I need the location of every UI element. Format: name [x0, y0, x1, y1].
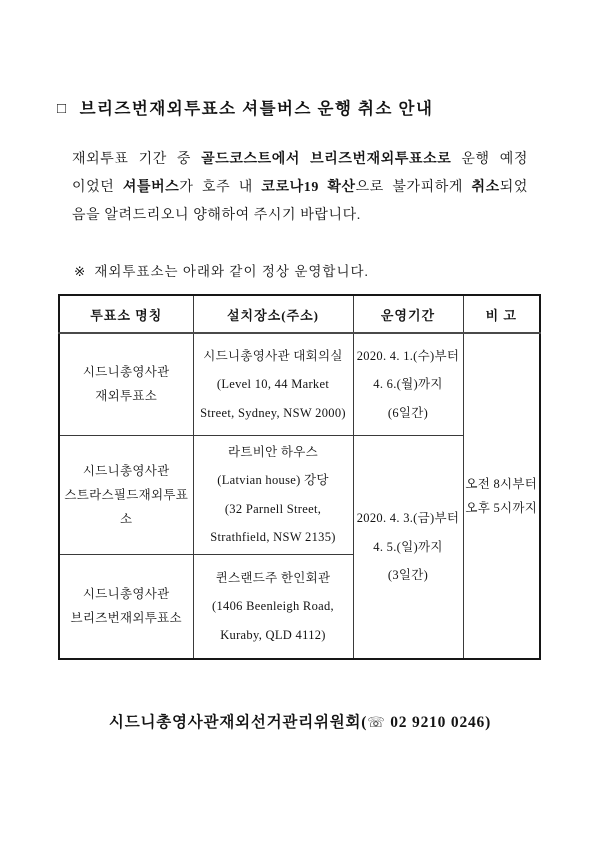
location-line: 라트비안 하우스	[227, 444, 319, 459]
location-line: Kuraby, QLD 4112)	[220, 627, 326, 642]
notice-text: 음을 알려드리오니 양해하여 주시기 바랍니다.	[72, 208, 361, 223]
station-name-line: 스트라스필드재외투표소	[64, 487, 189, 526]
location-line: Strathfield, NSW 2135)	[210, 530, 336, 544]
station-name-line: 시드니총영사관	[82, 463, 170, 478]
location-line: 시드니총영사관 대회의실	[203, 348, 343, 363]
note-text: 재외투표소는 아래와 같이 정상 운영합니다.	[94, 264, 369, 279]
cell-location	[193, 554, 353, 659]
notice-text: 운행 예정	[451, 152, 528, 167]
table-header-row	[59, 295, 540, 333]
footer-phone-number: 02 9210 0246)	[385, 714, 492, 731]
station-name-line: 브리즈번재외투표소	[70, 611, 182, 626]
remark-line: 오후 5시까지	[465, 501, 538, 515]
page-title	[57, 95, 433, 119]
period-line: 4. 6.(월)까지	[373, 377, 443, 391]
notice-line-3	[72, 202, 528, 230]
cell-location	[193, 333, 353, 435]
polling-stations-table	[58, 294, 541, 660]
notice-bold-route: 골드코스트에서 브리즈번재외투표소로	[201, 152, 452, 167]
cell-period	[353, 435, 463, 659]
footer-org-contact	[0, 710, 600, 732]
phone-icon: ☏	[367, 716, 386, 731]
reference-mark-icon: ※	[74, 264, 87, 279]
location-line: 퀸스랜드주 한인회관	[215, 570, 331, 585]
square-bullet-icon: □	[57, 101, 68, 117]
cell-station-name	[59, 554, 193, 659]
location-line: (Latvian house) 강당	[217, 473, 329, 487]
cell-station-name	[59, 333, 193, 435]
cell-period	[353, 333, 463, 435]
location-line: (32 Parnell Street,	[224, 501, 322, 516]
station-name-line: 재외투표소	[95, 389, 158, 404]
table-row	[59, 333, 540, 435]
notice-bold-cancel: 취소	[471, 180, 500, 195]
period-line: (6일간)	[387, 405, 429, 420]
cell-remark	[463, 333, 540, 659]
period-line: 2020. 4. 3.(금)부터	[356, 511, 460, 525]
col-header-station-name: 투표소 명칭	[59, 295, 193, 333]
remark-line: 오전 8시부터	[465, 477, 538, 491]
notice-line-2	[72, 174, 528, 202]
notice-text: 이었던	[72, 180, 123, 195]
col-header-period: 운영기간	[353, 295, 463, 333]
location-line: Street, Sydney, NSW 2000)	[200, 405, 346, 420]
notice-bold-shuttle: 셔틀버스	[122, 180, 180, 195]
col-header-remark: 비 고	[463, 295, 540, 333]
footer-org-name: 시드니총영사관재외선거관리위원회(	[108, 714, 368, 731]
station-name-line: 시드니총영사관	[82, 365, 170, 380]
page-title-text: 브리즈번재외투표소 셔틀버스 운행 취소 안내	[79, 99, 434, 118]
cell-location	[193, 435, 353, 554]
cell-station-name	[59, 435, 193, 554]
notice-bold-covid: 코로나19 확산	[261, 180, 356, 195]
notice-line-1	[72, 146, 528, 174]
period-line: 4. 5.(일)까지	[373, 539, 443, 554]
note-line	[74, 260, 369, 280]
period-line: 2020. 4. 1.(수)부터	[356, 348, 460, 363]
notice-text: 재외투표 기간 중	[72, 152, 202, 167]
notice-text: 으로 불가피하게	[355, 180, 472, 195]
notice-text: 가 호주 내	[179, 180, 262, 195]
location-line: (1406 Beenleigh Road,	[212, 599, 334, 613]
location-line: (Level 10, 44 Market	[216, 377, 330, 391]
notice-paragraph	[72, 146, 528, 230]
col-header-location: 설치장소(주소)	[193, 295, 353, 333]
station-name-line: 시드니총영사관	[82, 587, 170, 602]
period-line: (3일간)	[387, 568, 429, 582]
notice-text: 되었	[499, 180, 528, 195]
